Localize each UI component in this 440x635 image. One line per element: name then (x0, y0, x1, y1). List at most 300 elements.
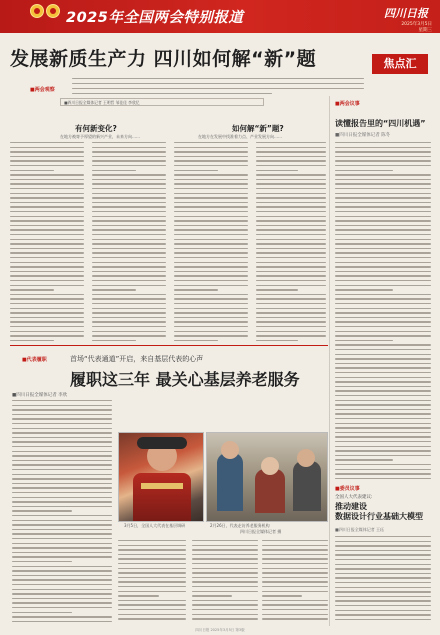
text-line (174, 179, 248, 180)
text-line (174, 266, 248, 267)
text-line (335, 358, 431, 359)
text-line (335, 266, 431, 267)
text-line (12, 446, 112, 447)
text-line (256, 239, 326, 240)
text-line (10, 160, 84, 161)
text-line (256, 220, 326, 221)
text-line (256, 202, 326, 203)
text-line (256, 206, 326, 207)
text-line (92, 331, 166, 332)
text-line (118, 549, 186, 550)
text-line (256, 160, 326, 161)
text-line (335, 404, 431, 405)
text-line (12, 570, 112, 571)
text-line (256, 308, 326, 309)
text-line (12, 423, 112, 424)
text-line (92, 275, 166, 276)
text-line (174, 188, 248, 189)
text-line (335, 211, 431, 212)
text-line (256, 257, 326, 258)
text-line (256, 170, 298, 171)
text-line (12, 510, 72, 511)
text-line (12, 520, 112, 521)
text-line (92, 326, 166, 327)
text-line (262, 595, 302, 596)
text-line (335, 367, 431, 368)
text-line (335, 147, 431, 148)
text-line (12, 478, 112, 479)
caption-2: 2月26日，代表走访养老服务机构 (210, 523, 270, 528)
text-line (174, 303, 248, 304)
text-line (12, 437, 112, 438)
text-line (118, 614, 186, 615)
text-line (335, 614, 431, 615)
text-line (10, 239, 84, 240)
text-line (335, 568, 431, 569)
text-line (92, 312, 166, 313)
text-line (92, 170, 136, 171)
text-line (92, 147, 166, 148)
text-line (10, 234, 84, 235)
text-line (12, 418, 112, 419)
text-line (92, 183, 166, 184)
text-line (12, 584, 112, 585)
text-line (335, 206, 431, 207)
text-line (335, 554, 431, 555)
text-line (335, 469, 431, 470)
text-line (174, 220, 248, 221)
text-line (174, 170, 218, 171)
text-line (335, 459, 393, 460)
text-line (335, 591, 431, 592)
text-line (256, 298, 326, 299)
text-line (174, 285, 248, 286)
text-line (335, 541, 431, 542)
text-line (335, 216, 431, 217)
text-line (335, 582, 431, 583)
text-line (92, 335, 166, 336)
text-line (256, 275, 326, 276)
text-line (92, 298, 166, 299)
text-line (256, 326, 326, 327)
text-line (12, 556, 112, 557)
side2-byline: ■四川日报全媒体记者 王珏 (335, 527, 385, 532)
text-line (335, 335, 431, 336)
text-line (192, 618, 258, 619)
photo-elderly-care-visit (206, 432, 328, 522)
text-line (335, 156, 431, 157)
caption-3: 四川日报全媒体记者 摄 (240, 529, 282, 534)
text-line (192, 609, 258, 610)
text-line (118, 563, 186, 564)
text-line (335, 188, 431, 189)
text-line (335, 545, 431, 546)
text-line (92, 257, 166, 258)
text-line (92, 252, 166, 253)
text-line (118, 581, 186, 582)
text-line (174, 197, 248, 198)
text-line (92, 202, 166, 203)
text-line (335, 596, 431, 597)
text-line (12, 441, 112, 442)
text-line (10, 331, 84, 332)
text-line (12, 612, 72, 613)
second-byline: ■四川日报全媒体记者 李欣 (12, 393, 68, 398)
text-line (174, 335, 248, 336)
main-tag: ■两会观察 (30, 87, 55, 93)
text-line (92, 142, 166, 143)
text-line (92, 179, 166, 180)
text-line (256, 197, 326, 198)
main-headline: 发展新质生产力 四川如何解“新”题 (10, 48, 317, 70)
text-line (335, 446, 431, 447)
text-line (335, 600, 431, 601)
text-line (12, 543, 112, 544)
text-line (92, 197, 166, 198)
text-line (10, 225, 84, 226)
text-line (12, 529, 112, 530)
text-line (10, 220, 84, 221)
text-line (256, 156, 326, 157)
text-line (92, 151, 166, 152)
text-line (335, 409, 431, 410)
paper-weekday: 星期三 (418, 27, 432, 33)
text-line (92, 234, 166, 235)
text-line (256, 188, 326, 189)
text-line (335, 473, 431, 474)
column-divider (329, 96, 330, 626)
text-line (118, 558, 186, 559)
second-headline: 履职这三年 最关心基层养老服务 (70, 370, 300, 389)
text-line (192, 563, 258, 564)
side2-title: 推动建设 数据设计行业基础大模型 (335, 502, 423, 521)
text-line (335, 605, 431, 606)
byline-box (60, 98, 264, 106)
text-line (118, 545, 186, 546)
text-line (174, 243, 248, 244)
text-line (174, 156, 248, 157)
text-line (335, 344, 431, 345)
text-line (256, 271, 326, 272)
text-line (335, 170, 393, 171)
text-line (192, 604, 258, 605)
text-line (10, 294, 84, 295)
text-line (12, 464, 112, 465)
text-line (10, 317, 84, 318)
focus-badge: 焦点汇 (372, 54, 428, 74)
text-line (256, 229, 326, 230)
text-line (256, 179, 326, 180)
text-line (335, 243, 431, 244)
text-line (335, 312, 431, 313)
text-line (335, 464, 431, 465)
text-line (92, 239, 166, 240)
text-line (92, 280, 166, 281)
text-line (12, 428, 112, 429)
text-line (118, 600, 186, 601)
text-line (335, 619, 431, 620)
text-line (92, 229, 166, 230)
text-line (10, 165, 84, 166)
text-line (256, 225, 326, 226)
text-line (174, 252, 248, 253)
text-line (335, 450, 431, 451)
text-line (10, 335, 84, 336)
text-line (92, 321, 166, 322)
text-line (12, 483, 112, 484)
text-line (256, 193, 326, 194)
text-line (10, 202, 84, 203)
text-line (335, 234, 431, 235)
side2-pre: 全国人大代表建议: (335, 495, 373, 500)
paper-date: 2025年3月5日 (401, 22, 432, 27)
text-line (174, 174, 248, 175)
text-line (174, 248, 248, 249)
text-line (192, 549, 258, 550)
text-line (12, 460, 112, 461)
text-line (92, 340, 136, 341)
text-line (10, 156, 84, 157)
text-line (10, 147, 84, 148)
text-line (174, 298, 248, 299)
text-line (256, 216, 326, 217)
text-line (118, 586, 186, 587)
main-byline: ■四川日报全媒体记者 王明哲 邹佳佳 李欣忆 (64, 100, 140, 105)
text-line (335, 372, 431, 373)
text-line (256, 340, 298, 341)
banner-title: 2025年全国两会特别报道 (66, 10, 244, 26)
text-line (12, 501, 112, 502)
text-line (10, 188, 84, 189)
text-line (335, 275, 431, 276)
text-line (192, 554, 258, 555)
text-line (335, 377, 431, 378)
text-line (92, 243, 166, 244)
text-line (10, 298, 84, 299)
text-line (335, 395, 431, 396)
text-line (92, 156, 166, 157)
text-line (335, 427, 431, 428)
text-line (335, 550, 431, 551)
text-line (10, 243, 84, 244)
text-line (262, 614, 328, 615)
text-line (12, 598, 112, 599)
text-line (335, 298, 431, 299)
text-line (335, 587, 431, 588)
text-line (335, 197, 431, 198)
text-line (256, 174, 326, 175)
text-line (10, 179, 84, 180)
text-line (10, 340, 54, 341)
text-line (118, 618, 186, 619)
text-line (10, 193, 84, 194)
text-line (335, 386, 431, 387)
text-line (335, 248, 431, 249)
text-line (335, 400, 431, 401)
text-line (174, 225, 248, 226)
text-line (92, 211, 166, 212)
text-line (256, 142, 326, 143)
text-line (12, 538, 112, 539)
text-line (256, 285, 326, 286)
text-line (192, 540, 258, 541)
text-line (256, 317, 326, 318)
text-line (174, 165, 248, 166)
text-line (92, 188, 166, 189)
text-line (256, 280, 326, 281)
text-line (12, 469, 112, 470)
text-line (256, 312, 326, 313)
text-line (262, 549, 328, 550)
text-line (12, 409, 112, 410)
text-line (335, 271, 431, 272)
text-line (10, 252, 84, 253)
text-line (262, 581, 328, 582)
text-line (12, 589, 112, 590)
text-line (192, 600, 258, 601)
text-line (256, 266, 326, 267)
text-line (174, 211, 248, 212)
text-line (92, 165, 166, 166)
text-line (262, 568, 328, 569)
question-1: 有何新变化? (75, 124, 117, 133)
text-line (174, 193, 248, 194)
text-line (256, 303, 326, 304)
text-line (262, 609, 328, 610)
paper-meta (401, 22, 432, 33)
text-line (335, 564, 431, 565)
national-emblem-icon (30, 4, 44, 18)
text-line (335, 165, 431, 166)
text-line (256, 335, 326, 336)
text-line (174, 202, 248, 203)
text-line (262, 554, 328, 555)
text-line (174, 151, 248, 152)
text-line (335, 418, 431, 419)
report-banner (0, 0, 440, 33)
text-line (174, 257, 248, 258)
text-line (262, 586, 328, 587)
text-line (10, 142, 84, 143)
text-line (174, 234, 248, 235)
text-line (174, 331, 248, 332)
text-line (174, 183, 248, 184)
text-line (262, 563, 328, 564)
text-line (118, 568, 186, 569)
text-line (335, 308, 431, 309)
text-line (10, 275, 84, 276)
text-line (335, 326, 431, 327)
text-line (10, 289, 54, 290)
text-line (192, 614, 258, 615)
text-line (256, 262, 326, 263)
text-line (92, 266, 166, 267)
text-line (92, 206, 166, 207)
text-line (92, 174, 166, 175)
text-line (12, 547, 112, 548)
text-line (335, 455, 431, 456)
text-line (174, 312, 248, 313)
text-line (335, 294, 431, 295)
text-line (335, 193, 431, 194)
text-line (12, 515, 112, 516)
text-line (335, 441, 431, 442)
text-line (12, 506, 112, 507)
text-line (10, 266, 84, 267)
text-line (118, 577, 186, 578)
text-line (335, 390, 431, 391)
text-line (256, 147, 326, 148)
text-line (10, 183, 84, 184)
text-line (335, 252, 431, 253)
text-line (10, 206, 84, 207)
text-line (92, 216, 166, 217)
caption-1: 3月5日，全国人大代表在基层调研 (124, 523, 186, 528)
text-line (262, 618, 328, 619)
text-line (10, 174, 84, 175)
side-title: 读懂报告里的“四川机遇” (335, 119, 426, 128)
text-line (192, 586, 258, 587)
text-line (262, 572, 328, 573)
text-line (335, 202, 431, 203)
text-line (10, 197, 84, 198)
text-line (12, 533, 112, 534)
text-line (262, 545, 328, 546)
text-line (10, 303, 84, 304)
text-line (10, 321, 84, 322)
text-line (12, 455, 112, 456)
text-line (192, 545, 258, 546)
text-line (192, 577, 258, 578)
party-emblem-icon (46, 4, 60, 18)
text-line (12, 451, 112, 452)
text-line (92, 294, 166, 295)
text-line (12, 561, 72, 562)
text-line (174, 280, 248, 281)
text-line (256, 165, 326, 166)
text-line (256, 151, 326, 152)
text-line (335, 289, 393, 290)
text-line (335, 174, 431, 175)
text-line (335, 331, 431, 332)
text-line (335, 321, 431, 322)
text-line (335, 340, 393, 341)
text-line (335, 381, 431, 382)
text-line (262, 577, 328, 578)
text-line (335, 160, 431, 161)
text-line (118, 591, 186, 592)
text-line (10, 280, 84, 281)
question-1-sub: 在地方被寄予厚望的新兴产业，未来方向…… (60, 134, 140, 139)
text-line (256, 294, 326, 295)
text-line (262, 604, 328, 605)
text-line (256, 248, 326, 249)
text-line (10, 170, 54, 171)
text-line (256, 321, 326, 322)
paper-name: 四川日报 (384, 7, 428, 20)
text-line (335, 423, 431, 424)
text-line (256, 211, 326, 212)
text-line (118, 554, 186, 555)
question-2: 如何解“新”题? (232, 124, 284, 133)
text-line (174, 216, 248, 217)
question-2-sub: 在地方在发展中找准着力点、产业发展方向…… (198, 134, 282, 139)
text-line (335, 610, 431, 611)
text-line (92, 289, 136, 290)
text-line (256, 252, 326, 253)
text-line (335, 303, 431, 304)
text-line (12, 492, 112, 493)
